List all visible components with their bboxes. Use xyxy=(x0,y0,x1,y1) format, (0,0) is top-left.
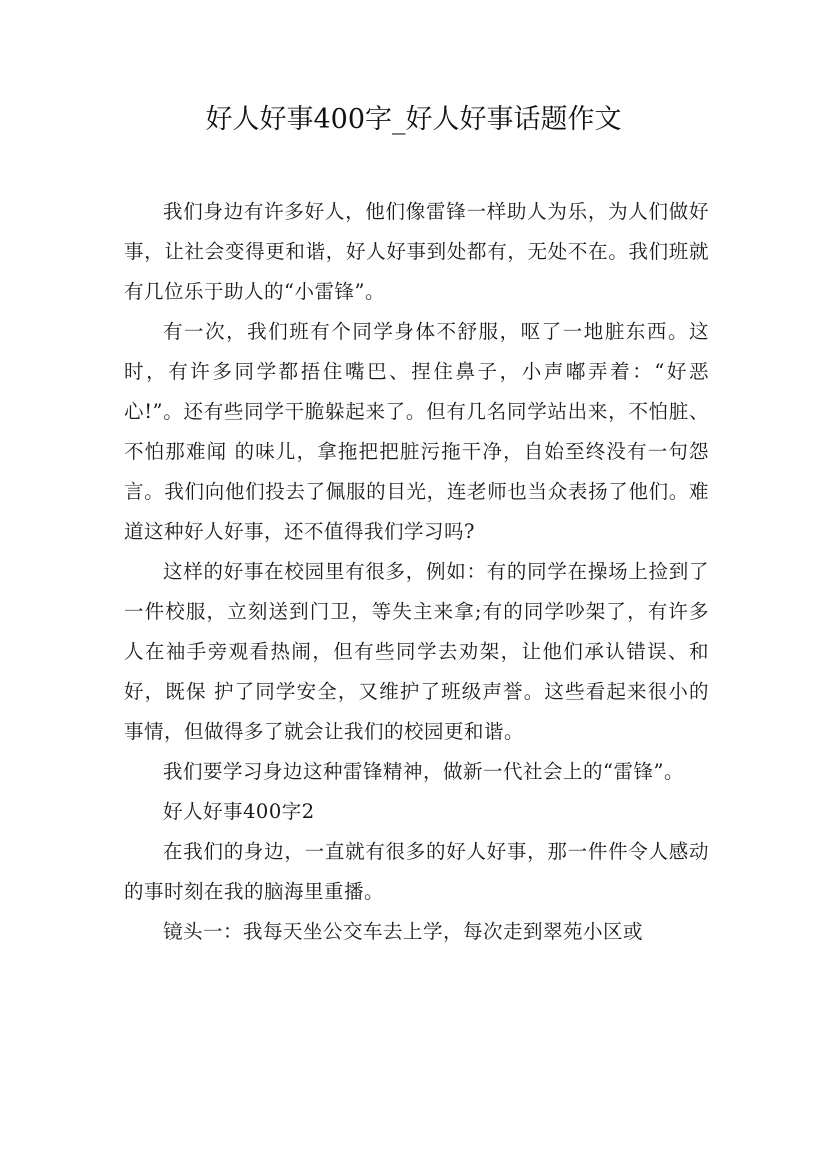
paragraph: 这样的好事在校园里有很多，例如：有的同学在操场上捡到了一件校服，立刻送到门卫，等失主来拿;有的同学吵架了，有许多人在袖手旁观看热闹，但有些同学去劝架，让他们承认错误、和好，既保 护了同学安全，又维护了班级声誉。这些看起来很小的事情，但做得多了就会让我们的校园更和谐。 xyxy=(124,560,709,743)
paragraph: 镜头一：我每天坐公交车去上学，每次走到翠苑小区或 xyxy=(163,920,644,943)
paragraph: 有一次，我们班有个同学身体不舒服，呕了一地脏东西。这时，有许多同学都捂住嘴巴、捏住鼻子，小声嘟弄着：“好恶心!”。还有些同学干脆躲起来了。但有几名同学站出来，不怕脏、不怕那难闻 的味儿，拿拖把把脏污拖干净，自始至终没有一句怨言。我们向他们投去了佩服的目光，连老师也当众表扬了他们。难道这种好人好事，还不值得我们学习吗? xyxy=(124,320,709,543)
article-body xyxy=(124,192,709,952)
page-title: 好人好事400字_好人好事话题作文 xyxy=(205,104,622,135)
section-subheading: 好人好事400字2 xyxy=(163,800,315,823)
paragraph: 我们要学习身边这种雷锋精神，做新一代社会上的“雷锋”。 xyxy=(163,760,684,783)
paragraph: 我们身边有许多好人，他们像雷锋一样助人为乐，为人们做好事，让社会变得更和谐，好人好事到处都有，无处不在。我们班就有几位乐于助人的“小雷锋”。 xyxy=(124,200,709,303)
paragraph: 在我们的身边，一直就有很多的好人好事，那一件件令人感动的事时刻在我的脑海里重播。 xyxy=(124,840,709,903)
